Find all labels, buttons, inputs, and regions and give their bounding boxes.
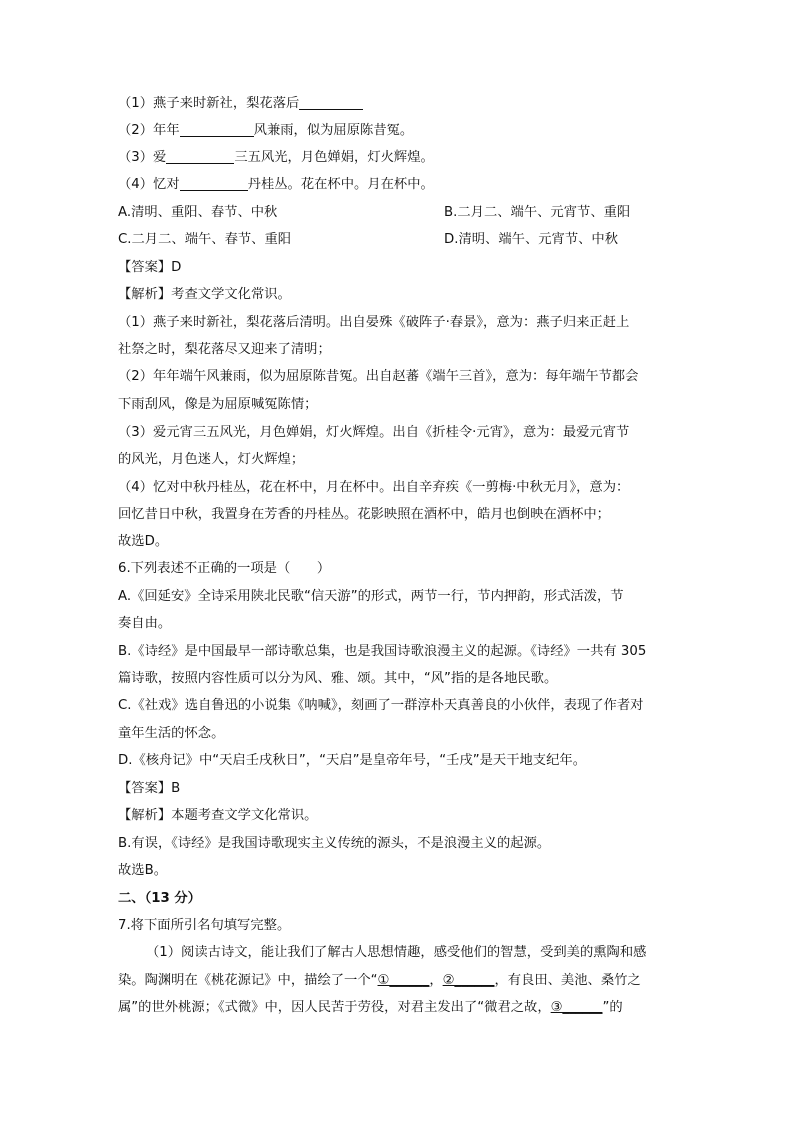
- section-heading: 二、（13 分）: [118, 891, 201, 906]
- q7-line2-text: 染。陶渊明在《桃花源记》中，描绘了一个“: [118, 973, 378, 988]
- q5-analysis-line: 的风光，月色迷人，灯火辉煌；: [118, 452, 305, 467]
- q7-stem: 7.将下面所引名句填写完整。: [118, 918, 291, 933]
- q6-conclusion: 故选B。: [118, 863, 168, 878]
- answer-blank: [299, 95, 363, 110]
- q5-analysis-line: （4）忆对中秋丹桂丛，花在杯中，月在杯中。出自辛弃疾《一剪梅·中秋无月》，意为：: [118, 480, 630, 495]
- q5-analysis-title: 【解析】考查文学文化常识。: [118, 287, 291, 302]
- q6-analysis-line: 【解析】本题考查文学文化常识。: [118, 808, 318, 823]
- q5-item-2-pre: （2）年年: [118, 123, 180, 138]
- q7-paragraph-line: [118, 998, 623, 1018]
- q6-option-line: D.《核舟记》中“天启壬戌秋日”，“天启”是皇帝年号，“壬戌”是天干地支纪年。: [118, 753, 586, 768]
- q6-option-line: 童年生活的怀念。: [118, 726, 225, 741]
- q5-analysis-line: （2）年年端午风兼雨，似为屈原陈昔冤。出自赵蕃《端午三首》，意为：每年端午节都会: [118, 369, 639, 384]
- q6-answer: 【答案】B: [118, 781, 181, 796]
- q6-option-line: A.《回延安》全诗采用陕北民歌“信天游”的形式，两节一行，节内押韵，形式活泼，节: [118, 589, 624, 604]
- q5-item-3: [118, 148, 434, 168]
- q5-option-a: A.清明、重阳、春节、中秋: [118, 205, 278, 220]
- fill-blank-2: ②______: [442, 973, 495, 988]
- q6-stem: 6.下列表述不正确的一项是（ ）: [118, 561, 331, 576]
- q5-option-c: C.二月二、端午、春节、重阳: [118, 232, 292, 247]
- q5-analysis-line: （3）爱元宵三五风光，月色婵娟，灯火辉煌。出自《折桂令·元宵》，意为：最爱元宵节: [118, 425, 630, 440]
- q7-line3-end: ”的: [602, 1000, 623, 1015]
- q7-paragraph-line: [118, 971, 641, 991]
- q6-option-line: 奏自由。: [118, 616, 172, 631]
- q7-line3-text: 属”的世外桃源；《式微》中，因人民苦于劳役，对君主发出了“微君之故，: [118, 1000, 551, 1015]
- q5-option-b: B.二月二、端午、元宵节、重阳: [444, 205, 631, 220]
- q5-item-4-pre: （4）忆对: [118, 177, 180, 192]
- q5-item-4: [118, 175, 434, 195]
- q6-option-line: 篇诗歌，按照内容性质可以分为风、雅、颂。其中，“风”指的是各地民歌。: [118, 671, 558, 686]
- answer-blank: [180, 176, 248, 191]
- q7-line2-end: ，有良田、美池、桑竹之: [494, 973, 641, 988]
- fill-blank-1: ①______: [377, 973, 430, 988]
- q5-item-3-post: 三五风光，月色婵娟，灯火辉煌。: [234, 150, 434, 165]
- q5-item-1-text: （1）燕子来时新社，梨花落后: [118, 96, 300, 111]
- q6-analysis-line: B.有误，《诗经》是我国诗歌现实主义传统的源头，不是浪漫主义的起源。: [118, 836, 551, 851]
- q5-item-1: [118, 94, 363, 114]
- q6-option-line: B.《诗经》是中国最早一部诗歌总集，也是我国诗歌浪漫主义的起源。《诗经》一共有 305: [118, 644, 647, 659]
- fill-blank-3: ③______: [550, 1000, 603, 1015]
- answer-blank: [166, 149, 234, 164]
- q5-conclusion: 故选D。: [118, 534, 169, 549]
- q5-answer: 【答案】D: [118, 260, 182, 275]
- q5-item-2-post: 风兼雨，似为屈原陈昔冤。: [253, 123, 414, 138]
- q5-item-4-post: 丹桂丛。花在杯中。月在杯中。: [247, 177, 434, 192]
- q5-analysis-line: 下雨刮风，像是为屈原喊冤陈情；: [118, 397, 318, 412]
- q5-item-3-pre: （3）爱: [118, 150, 167, 165]
- q5-analysis-line: （1）燕子来时新社，梨花落后清明。出自晏殊《破阵子·春景》，意为：燕子归来正赶上: [118, 315, 630, 330]
- q5-analysis-line: 社祭之时，梨花落尽又迎来了清明；: [118, 342, 331, 357]
- q7-paragraph-line: （1）阅读古诗文，能让我们了解古人思想情趣，感受他们的智慧，受到美的熏陶和感: [146, 945, 647, 960]
- q7-separator: ，: [429, 973, 443, 988]
- q5-item-2: [118, 121, 413, 141]
- q5-analysis-line: 回忆昔日中秋，我置身在芳香的丹桂丛。花影映照在酒杯中，皓月也倒映在酒杯中；: [118, 507, 610, 522]
- q5-option-d: D.清明、端午、元宵节、中秋: [444, 232, 619, 247]
- answer-blank: [180, 122, 254, 137]
- q6-option-line: C.《社戏》选自鲁迅的小说集《呐喊》，刻画了一群淳朴天真善良的小伙伴，表现了作者对: [118, 698, 644, 713]
